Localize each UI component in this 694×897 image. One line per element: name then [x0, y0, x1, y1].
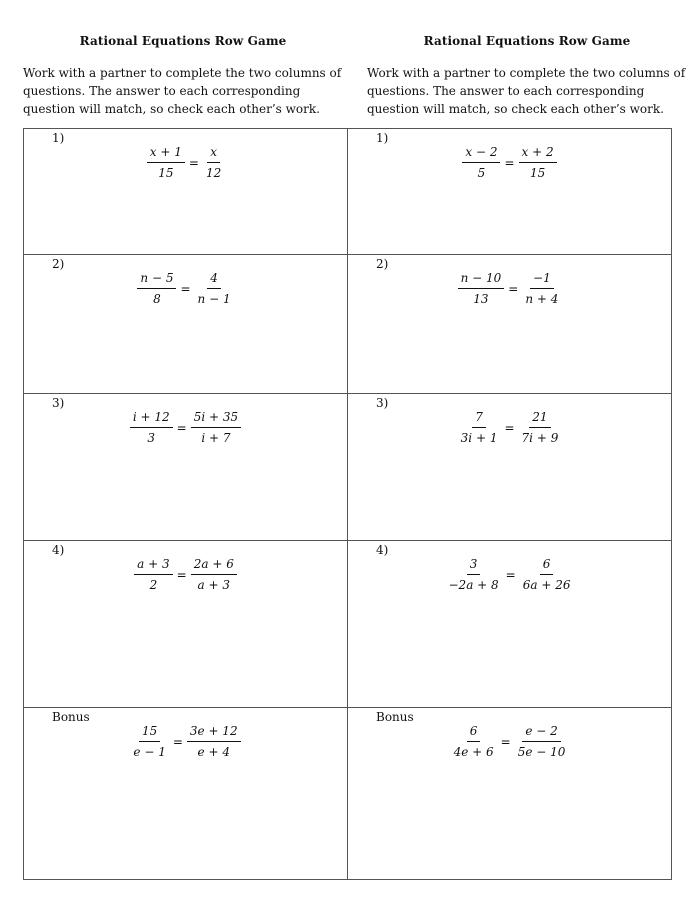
question-label: 2) — [52, 257, 65, 271]
denominator: 4e + 6 — [453, 745, 494, 759]
fraction-right — [191, 557, 237, 592]
numerator: 3 — [467, 557, 481, 575]
question-label: 1) — [52, 131, 65, 145]
fraction-right — [191, 410, 241, 445]
numerator: n − 10 — [458, 271, 505, 289]
row-bonus — [24, 708, 672, 880]
question-cell-left-1[interactable] — [24, 129, 348, 255]
denominator: n − 1 — [197, 292, 231, 306]
right-instructions: Work with a partner to complete the two columns of questions. The answer to each corresponding question will match, so check each other’s work. — [367, 66, 686, 116]
denominator: 3i + 1 — [460, 431, 498, 445]
question-label: 4) — [52, 543, 65, 557]
denominator: 13 — [473, 292, 489, 306]
question-label: 1) — [376, 131, 389, 145]
equation — [348, 271, 671, 306]
denominator: 7i + 9 — [521, 431, 559, 445]
question-cell-left-3[interactable] — [24, 394, 348, 541]
question-label: Bonus — [52, 710, 90, 724]
row-1 — [24, 129, 672, 255]
numerator: 6 — [540, 557, 554, 575]
numerator: x − 2 — [462, 145, 500, 163]
denominator: 6a + 26 — [522, 578, 571, 592]
row-2 — [24, 255, 672, 394]
numerator: 2a + 6 — [191, 557, 237, 575]
denominator: 12 — [205, 166, 222, 180]
question-label: Bonus — [376, 710, 414, 724]
denominator: 5e − 10 — [517, 745, 566, 759]
equals-sign: = — [504, 420, 515, 435]
numerator: −1 — [530, 271, 554, 289]
equals-sign: = — [176, 420, 187, 435]
denominator: −2a + 8 — [448, 578, 499, 592]
fraction-right — [515, 724, 569, 759]
equals-sign: = — [505, 567, 516, 582]
fraction-right — [520, 557, 574, 592]
denominator: 15 — [158, 166, 174, 180]
denominator: 2 — [149, 578, 158, 592]
denominator: e − 1 — [133, 745, 166, 759]
fraction-right — [519, 145, 557, 180]
numerator: a + 3 — [134, 557, 172, 575]
question-cell-left-bonus[interactable] — [24, 708, 348, 880]
numerator: x — [207, 145, 220, 163]
equation — [348, 557, 671, 592]
fraction-left — [147, 145, 185, 180]
denominator: a + 3 — [197, 578, 231, 592]
question-grid — [23, 128, 672, 880]
question-cell-right-4[interactable] — [348, 541, 672, 708]
right-title: Rational Equations Row Game — [423, 34, 631, 48]
question-cell-right-3[interactable] — [348, 394, 672, 541]
equation — [24, 271, 347, 306]
numerator: 15 — [139, 724, 160, 742]
denominator: 5 — [477, 166, 486, 180]
equals-sign: = — [500, 734, 511, 749]
fraction-right — [187, 724, 241, 759]
numerator: e − 2 — [522, 724, 560, 742]
question-cell-right-1[interactable] — [348, 129, 672, 255]
denominator: 15 — [529, 166, 546, 180]
equals-sign: = — [172, 734, 183, 749]
equation — [348, 410, 671, 445]
numerator: n − 5 — [137, 271, 176, 289]
left-instructions: Work with a partner to complete the two columns of questions. The answer to each corresponding question will match, so check each other’s work. — [23, 66, 342, 116]
fraction-left — [137, 271, 176, 306]
equals-sign: = — [504, 155, 515, 170]
numerator: 4 — [207, 271, 221, 289]
numerator: x + 2 — [519, 145, 557, 163]
equation — [348, 724, 671, 759]
row-4 — [24, 541, 672, 708]
question-label: 3) — [52, 396, 65, 410]
equals-sign: = — [176, 567, 187, 582]
numerator: 3e + 12 — [187, 724, 241, 742]
fraction-left — [446, 557, 502, 592]
numerator: 6 — [467, 724, 481, 742]
question-label: 4) — [376, 543, 389, 557]
question-cell-right-bonus[interactable] — [348, 708, 672, 880]
right-header — [367, 34, 687, 118]
numerator: 7 — [472, 410, 486, 428]
fraction-left — [134, 557, 172, 592]
fraction-left — [458, 410, 501, 445]
fraction-right — [522, 271, 561, 306]
fraction-left — [458, 271, 505, 306]
question-label: 3) — [376, 396, 389, 410]
equation — [24, 145, 347, 180]
question-cell-right-2[interactable] — [348, 255, 672, 394]
fraction-left — [462, 145, 500, 180]
denominator: e + 4 — [197, 745, 230, 759]
equals-sign: = — [188, 155, 199, 170]
fraction-right — [203, 145, 224, 180]
fraction-left — [130, 724, 168, 759]
equation — [24, 557, 347, 592]
left-header — [23, 34, 343, 118]
equation — [24, 724, 347, 759]
equation — [24, 410, 347, 445]
fraction-left — [451, 724, 497, 759]
denominator: i + 7 — [201, 431, 231, 445]
row-3 — [24, 394, 672, 541]
numerator: x + 1 — [147, 145, 185, 163]
fraction-right — [195, 271, 234, 306]
numerator: 5i + 35 — [191, 410, 241, 428]
fraction-right — [519, 410, 562, 445]
left-title: Rational Equations Row Game — [79, 34, 287, 48]
question-label: 2) — [376, 257, 389, 271]
denominator: 3 — [147, 431, 156, 445]
denominator: n + 4 — [525, 292, 559, 306]
question-cell-left-4[interactable] — [24, 541, 348, 708]
equals-sign: = — [508, 281, 519, 296]
numerator: 21 — [529, 410, 550, 428]
equation — [348, 145, 671, 180]
denominator: 8 — [153, 292, 161, 306]
fraction-left — [130, 410, 173, 445]
equals-sign: = — [180, 281, 191, 296]
question-cell-left-2[interactable] — [24, 255, 348, 394]
numerator: i + 12 — [130, 410, 173, 428]
